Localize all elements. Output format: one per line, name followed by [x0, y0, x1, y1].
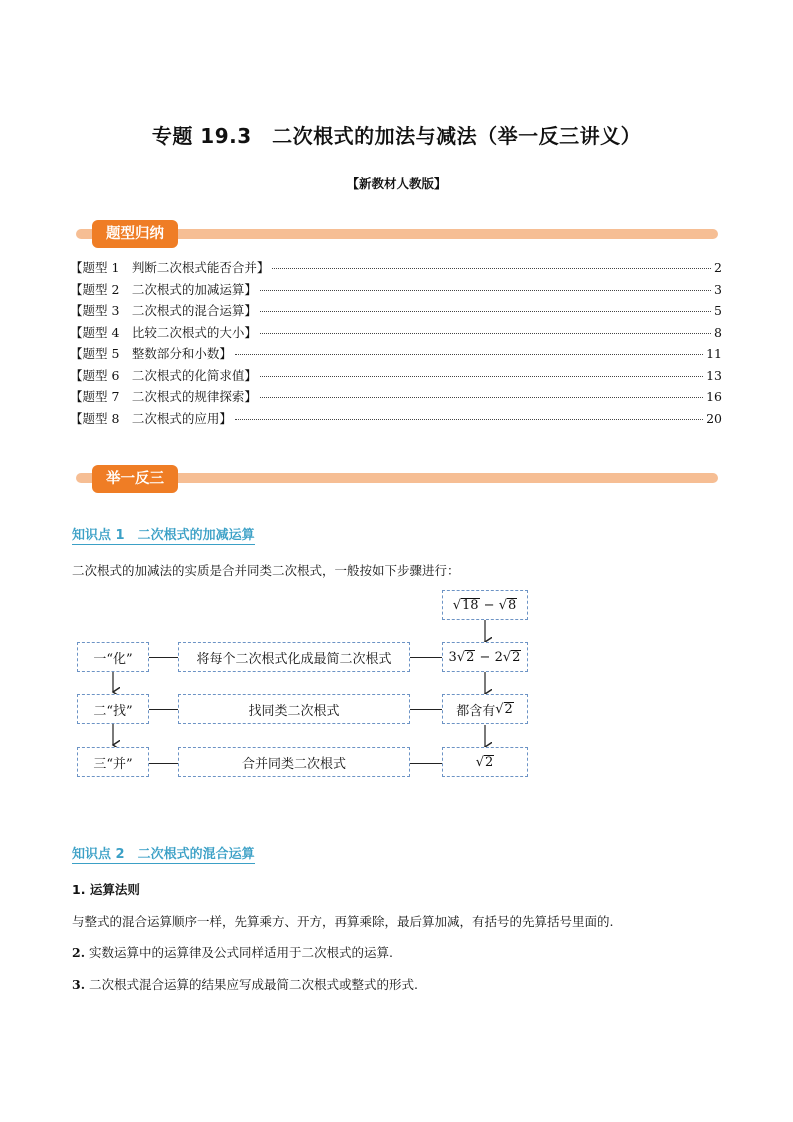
minus-sign: −	[475, 649, 495, 665]
radicand: 2	[512, 650, 521, 665]
step-box-find: 二“找”	[77, 694, 149, 724]
minus-sign: −	[479, 597, 499, 613]
item-number: 2.	[72, 945, 86, 960]
toc-label: 【题型 6 二次根式的化简求值】	[70, 367, 257, 383]
radicand: 2	[485, 755, 494, 770]
toc-page: 16	[706, 389, 722, 404]
item-number: 1.	[72, 882, 86, 897]
knowledge-point-2-heading: 知识点 2 二次根式的混合运算	[72, 843, 255, 864]
toc-page: 3	[714, 281, 722, 297]
connector-line	[410, 657, 442, 658]
connector-line	[410, 709, 442, 710]
step-box-simplify: 一“化”	[77, 642, 149, 672]
kp2-item1-text: 与整式的混合运算顺序一样，先算乘方、开方，再算乘除，最后算加减，有括号的先算括号里面的.	[72, 914, 614, 929]
toc-label: 【题型 5 整数部分和小数】	[70, 346, 232, 361]
radicand: 18	[462, 598, 479, 613]
toc-row[interactable]	[70, 366, 722, 388]
item-text: 二次根式混合运算的结果应写成最简二次根式或整式的形式.	[89, 977, 419, 992]
kp1-intro: 二次根式的加减法的实质是合并同类二次根式，一般按如下步骤进行：	[72, 563, 460, 578]
toc-leader	[272, 268, 711, 269]
toc-leader	[260, 290, 711, 291]
toc-leader	[260, 333, 711, 334]
item-text: 实数运算中的运算律及公式同样适用于二次根式的运算.	[89, 945, 394, 960]
sqrt-icon: √	[495, 701, 504, 717]
example-box-original	[442, 590, 528, 620]
knowledge-point-1-heading: 知识点 1 二次根式的加减运算	[72, 524, 255, 545]
toc-page: 20	[706, 410, 722, 426]
connector-line	[149, 709, 178, 710]
sqrt-icon: √	[475, 754, 484, 770]
toc-row[interactable]	[70, 323, 722, 345]
kp2-item2	[72, 943, 393, 961]
toc-label: 【题型 2 二次根式的加减运算】	[70, 281, 257, 297]
toc-page: 8	[714, 324, 722, 340]
coefficient: 3	[448, 649, 457, 665]
example-box-result	[442, 747, 528, 777]
toc-leader	[235, 419, 703, 420]
toc-label: 【题型 4 比较二次根式的大小】	[70, 324, 257, 340]
page-title: 专题 19.3 二次根式的加法与减法（举一反三讲义）	[151, 124, 642, 148]
toc-leader	[260, 397, 703, 398]
toc-label: 【题型 8 二次根式的应用】	[70, 410, 232, 426]
toc-label: 【题型 7 二次根式的规律探索】	[70, 389, 257, 404]
toc-page: 2	[714, 260, 722, 275]
kp2-item3	[72, 975, 418, 993]
desc-box-find: 找同类二次根式	[178, 694, 410, 724]
coefficient: 2	[494, 649, 503, 665]
toc-row[interactable]	[70, 258, 722, 280]
table-of-contents	[70, 258, 722, 430]
toc-row[interactable]	[70, 280, 722, 302]
connector-line	[149, 657, 178, 658]
toc-row[interactable]	[70, 387, 722, 409]
desc-box-simplify: 将每个二次根式化成最简二次根式	[178, 642, 410, 672]
connector-line	[410, 763, 442, 764]
radicand: 2	[504, 702, 513, 717]
sqrt-icon: √	[498, 597, 508, 613]
radicand: 2	[466, 650, 475, 665]
toc-leader	[235, 354, 703, 355]
radicand: 8	[508, 598, 517, 613]
item-number: 3.	[72, 977, 86, 992]
edition-label: 【新教材人教版】	[346, 176, 447, 191]
toc-leader	[260, 376, 703, 377]
sqrt-icon: √	[452, 597, 461, 613]
kp2-item1-heading	[72, 880, 140, 898]
item-title: 运算法则	[89, 882, 140, 897]
sqrt-icon: √	[456, 649, 466, 665]
toc-label: 【题型 3 二次根式的混合运算】	[70, 303, 257, 318]
connector-line	[149, 763, 178, 764]
step-box-combine: 三“并”	[77, 747, 149, 777]
toc-page: 5	[714, 303, 722, 318]
section-tab-practice: 举一反三	[92, 465, 178, 493]
toc-page: 11	[706, 346, 722, 361]
common-prefix: 都含有	[456, 703, 496, 719]
example-box-simplified	[442, 642, 528, 672]
toc-row[interactable]	[70, 301, 722, 323]
example-box-common	[442, 694, 528, 724]
toc-label: 【题型 1 判断二次根式能否合并】	[70, 260, 270, 275]
toc-leader	[260, 311, 711, 312]
toc-row[interactable]	[70, 344, 722, 366]
desc-box-combine: 合并同类二次根式	[178, 747, 410, 777]
sqrt-icon: √	[502, 649, 512, 665]
toc-row[interactable]	[70, 409, 722, 431]
section-tab-summary: 题型归纳	[92, 220, 178, 248]
toc-page: 13	[706, 367, 722, 383]
